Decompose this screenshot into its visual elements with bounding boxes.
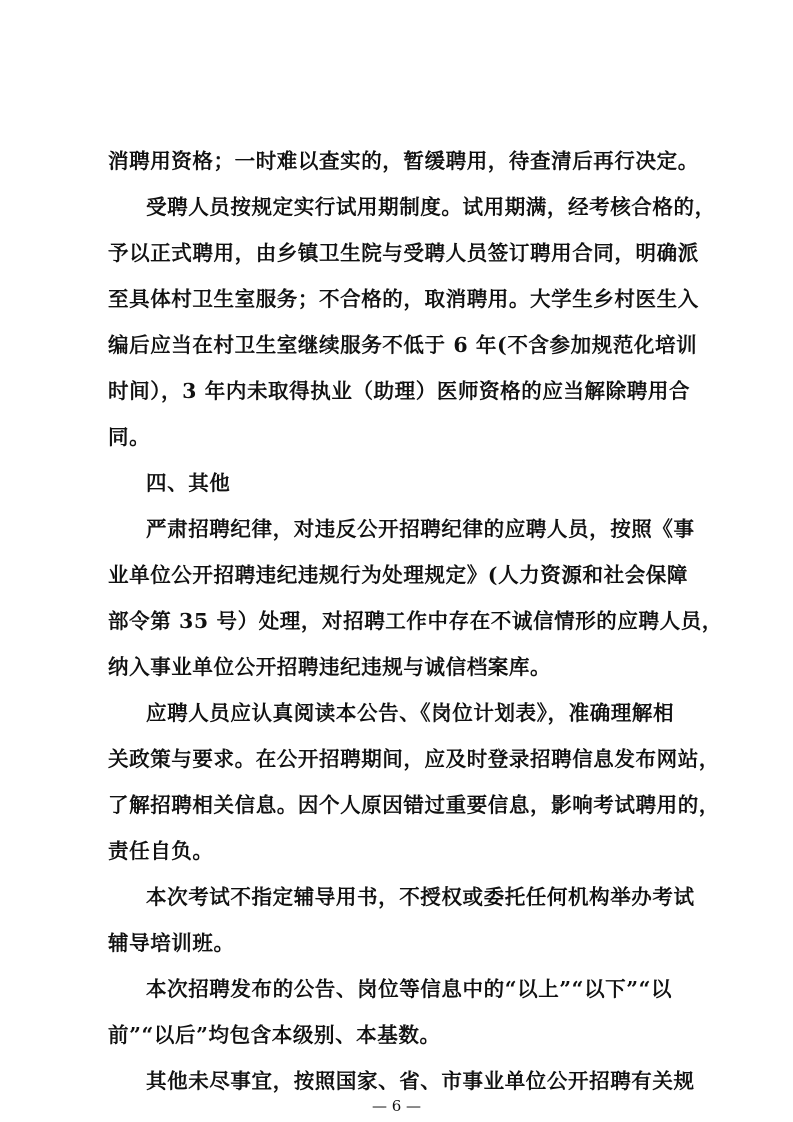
paragraph-line: 应聘人员应认真阅读本公告、《岗位计划表》，准确理解相: [146, 701, 675, 725]
paragraph-line: 予以正式聘用，由乡镇卫生院与受聘人员签订聘用合同，明确派: [108, 241, 699, 265]
paragraph-line: 同。: [108, 425, 151, 449]
paragraph-line: 本次考试不指定辅导用书，不授权或委托任何机构举办考试: [146, 885, 695, 909]
paragraph-line: 严肃招聘纪律，对违反公开招聘纪律的应聘人员，按照《事: [146, 517, 695, 541]
section-heading: 四、其他: [146, 471, 231, 495]
paragraph-line: 业单位公开招聘违纪违规行为处理规定》(人力资源和社会保障: [108, 563, 688, 587]
page-number: — 6 —: [371, 1097, 422, 1115]
paragraph-line: 关政策与要求。在公开招聘期间，应及时登录招聘信息发布网站，: [108, 747, 720, 771]
paragraph-line: 前”“以后”均包含本级别、本基数。: [108, 1023, 441, 1047]
paragraph-line: 消聘用资格；一时难以查实的，暂缓聘用，待查清后再行决定。: [108, 149, 699, 173]
paragraph-line: 其他未尽事宜，按照国家、省、市事业单位公开招聘有关规: [146, 1069, 695, 1093]
paragraph-line: 责任自负。: [108, 839, 214, 863]
paragraph-line: 至具体村卫生室服务；不合格的，取消聘用。大学生乡村医生入: [108, 287, 699, 311]
paragraph-line: 时间），3 年内未取得执业（助理）医师资格的应当解除聘用合: [108, 379, 691, 403]
paragraph-line: 部令第 35 号）处理，对招聘工作中存在不诚信情形的应聘人员，: [108, 609, 723, 633]
paragraph-line: 纳入事业单位公开招聘违纪违规与诚信档案库。: [108, 655, 552, 679]
paragraph-line: 本次招聘发布的公告、岗位等信息中的“以上”“以下”“以: [146, 977, 673, 1001]
paragraph-line: 编后应当在村卫生室继续服务不低于 6 年(不含参加规范化培训: [108, 333, 698, 357]
paragraph-line: 了解招聘相关信息。因个人原因错过重要信息，影响考试聘用的，: [108, 793, 720, 817]
paragraph-line: 辅导培训班。: [108, 931, 235, 955]
paragraph-line: 受聘人员按规定实行试用期制度。试用期满，经考核合格的，: [146, 195, 716, 219]
